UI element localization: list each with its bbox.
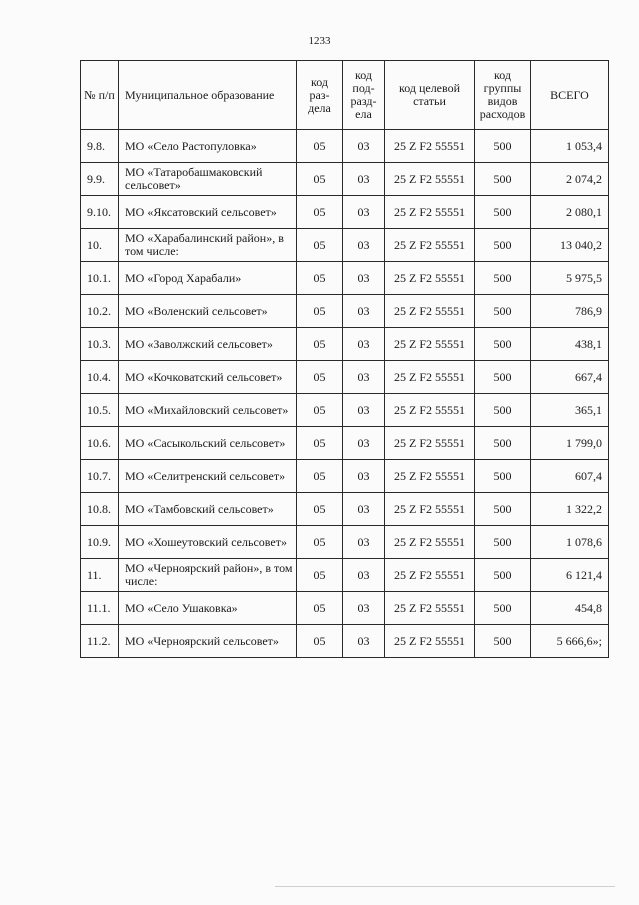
target-code: 25 Z F2 55551 xyxy=(385,130,475,163)
header-row xyxy=(81,61,609,130)
subsection-code: 03 xyxy=(343,493,385,526)
subsection-code: 03 xyxy=(343,526,385,559)
section-code: 05 xyxy=(297,262,343,295)
row-number: 9.9. xyxy=(81,163,119,196)
subsection-code: 03 xyxy=(343,460,385,493)
section-code: 05 xyxy=(297,526,343,559)
subsection-code: 03 xyxy=(343,394,385,427)
table-row xyxy=(81,493,609,526)
subsection-code: 03 xyxy=(343,592,385,625)
subsection-code: 03 xyxy=(343,196,385,229)
total-amount: 2 074,2 xyxy=(531,163,609,196)
row-number: 9.8. xyxy=(81,130,119,163)
total-amount: 438,1 xyxy=(531,328,609,361)
expense-group-code: 500 xyxy=(475,394,531,427)
subsection-code: 03 xyxy=(343,130,385,163)
section-code: 05 xyxy=(297,394,343,427)
total-amount: 1 078,6 xyxy=(531,526,609,559)
expense-group-code: 500 xyxy=(475,427,531,460)
expense-group-code: 500 xyxy=(475,295,531,328)
table-row xyxy=(81,130,609,163)
municipality-name: МО «Черноярский сельсовет» xyxy=(119,625,297,658)
subsection-code: 03 xyxy=(343,295,385,328)
row-number: 11. xyxy=(81,559,119,592)
expense-group-code: 500 xyxy=(475,592,531,625)
municipality-name: МО «Город Харабали» xyxy=(119,262,297,295)
total-amount: 786,9 xyxy=(531,295,609,328)
total-amount: 13 040,2 xyxy=(531,229,609,262)
row-number: 9.10. xyxy=(81,196,119,229)
table-row xyxy=(81,394,609,427)
row-number: 10.4. xyxy=(81,361,119,394)
section-code: 05 xyxy=(297,625,343,658)
municipality-name: МО «Село Ушаковка» xyxy=(119,592,297,625)
table-row xyxy=(81,196,609,229)
total-amount: 5 975,5 xyxy=(531,262,609,295)
total-amount: 667,4 xyxy=(531,361,609,394)
expense-group-code: 500 xyxy=(475,361,531,394)
row-number: 11.2. xyxy=(81,625,119,658)
table-row xyxy=(81,427,609,460)
target-code: 25 Z F2 55551 xyxy=(385,625,475,658)
section-code: 05 xyxy=(297,460,343,493)
expense-group-code: 500 xyxy=(475,130,531,163)
page-number: 1233 xyxy=(308,35,331,47)
target-code: 25 Z F2 55551 xyxy=(385,526,475,559)
municipality-name: МО «Селитренский сельсовет» xyxy=(119,460,297,493)
total-amount: 607,4 xyxy=(531,460,609,493)
subsection-code: 03 xyxy=(343,559,385,592)
header-municipality: Муниципальное образование xyxy=(119,61,297,130)
municipality-name: МО «Хошеутовский сельсовет» xyxy=(119,526,297,559)
total-amount: 2 080,1 xyxy=(531,196,609,229)
bottom-rule xyxy=(275,886,615,887)
table-row xyxy=(81,559,609,592)
expense-group-code: 500 xyxy=(475,625,531,658)
target-code: 25 Z F2 55551 xyxy=(385,592,475,625)
municipality-name: МО «Сасыкольский сельсовет» xyxy=(119,427,297,460)
target-code: 25 Z F2 55551 xyxy=(385,394,475,427)
table-row xyxy=(81,625,609,658)
target-code: 25 Z F2 55551 xyxy=(385,163,475,196)
expense-group-code: 500 xyxy=(475,196,531,229)
municipality-name: МО «Харабалинский район», в том числе: xyxy=(119,229,297,262)
total-amount: 1 053,4 xyxy=(531,130,609,163)
header-section-code: код раз-дела xyxy=(297,61,343,130)
municipality-name: МО «Яксатовский сельсовет» xyxy=(119,196,297,229)
municipality-name: МО «Село Растопуловка» xyxy=(119,130,297,163)
section-code: 05 xyxy=(297,328,343,361)
expense-group-code: 500 xyxy=(475,526,531,559)
municipality-name: МО «Тамбовский сельсовет» xyxy=(119,493,297,526)
row-number: 10.3. xyxy=(81,328,119,361)
total-amount: 5 666,6»; xyxy=(531,625,609,658)
table-row xyxy=(81,262,609,295)
row-number: 10.8. xyxy=(81,493,119,526)
section-code: 05 xyxy=(297,559,343,592)
table-row xyxy=(81,295,609,328)
municipality-name: МО «Кочковатский сельсовет» xyxy=(119,361,297,394)
section-code: 05 xyxy=(297,427,343,460)
total-amount: 454,8 xyxy=(531,592,609,625)
header-num: № п/п xyxy=(81,61,119,130)
row-number: 10.2. xyxy=(81,295,119,328)
subsection-code: 03 xyxy=(343,262,385,295)
expense-group-code: 500 xyxy=(475,493,531,526)
section-code: 05 xyxy=(297,196,343,229)
total-amount: 6 121,4 xyxy=(531,559,609,592)
budget-table xyxy=(80,60,609,658)
expense-group-code: 500 xyxy=(475,328,531,361)
section-code: 05 xyxy=(297,361,343,394)
table-row xyxy=(81,526,609,559)
subsection-code: 03 xyxy=(343,625,385,658)
total-amount: 1 322,2 xyxy=(531,493,609,526)
header-subsection-code: код под-разд-ела xyxy=(343,61,385,130)
target-code: 25 Z F2 55551 xyxy=(385,295,475,328)
subsection-code: 03 xyxy=(343,229,385,262)
row-number: 10.5. xyxy=(81,394,119,427)
subsection-code: 03 xyxy=(343,328,385,361)
municipality-name: МО «Воленский сельсовет» xyxy=(119,295,297,328)
municipality-name: МО «Заволжский сельсовет» xyxy=(119,328,297,361)
municipality-name: МО «Михайловский сельсовет» xyxy=(119,394,297,427)
table-body xyxy=(81,130,609,658)
target-code: 25 Z F2 55551 xyxy=(385,229,475,262)
expense-group-code: 500 xyxy=(475,559,531,592)
total-amount: 365,1 xyxy=(531,394,609,427)
row-number: 10. xyxy=(81,229,119,262)
section-code: 05 xyxy=(297,493,343,526)
target-code: 25 Z F2 55551 xyxy=(385,559,475,592)
header-expense-group-code: код группы видов расходов xyxy=(475,61,531,130)
row-number: 10.9. xyxy=(81,526,119,559)
table-row xyxy=(81,229,609,262)
subsection-code: 03 xyxy=(343,361,385,394)
section-code: 05 xyxy=(297,130,343,163)
header-target-code: код целевой статьи xyxy=(385,61,475,130)
section-code: 05 xyxy=(297,163,343,196)
municipality-name: МО «Татаробашмаковский сельсовет» xyxy=(119,163,297,196)
target-code: 25 Z F2 55551 xyxy=(385,262,475,295)
table-row xyxy=(81,592,609,625)
table-row xyxy=(81,328,609,361)
expense-group-code: 500 xyxy=(475,229,531,262)
expense-group-code: 500 xyxy=(475,262,531,295)
table-row xyxy=(81,163,609,196)
target-code: 25 Z F2 55551 xyxy=(385,328,475,361)
row-number: 10.6. xyxy=(81,427,119,460)
total-amount: 1 799,0 xyxy=(531,427,609,460)
subsection-code: 03 xyxy=(343,163,385,196)
municipality-name: МО «Черноярский район», в том числе: xyxy=(119,559,297,592)
target-code: 25 Z F2 55551 xyxy=(385,361,475,394)
table-row xyxy=(81,460,609,493)
target-code: 25 Z F2 55551 xyxy=(385,460,475,493)
subsection-code: 03 xyxy=(343,427,385,460)
section-code: 05 xyxy=(297,229,343,262)
target-code: 25 Z F2 55551 xyxy=(385,427,475,460)
section-code: 05 xyxy=(297,295,343,328)
header-total: ВСЕГО xyxy=(531,61,609,130)
expense-group-code: 500 xyxy=(475,460,531,493)
expense-group-code: 500 xyxy=(475,163,531,196)
target-code: 25 Z F2 55551 xyxy=(385,493,475,526)
section-code: 05 xyxy=(297,592,343,625)
row-number: 10.7. xyxy=(81,460,119,493)
table-row xyxy=(81,361,609,394)
row-number: 11.1. xyxy=(81,592,119,625)
target-code: 25 Z F2 55551 xyxy=(385,196,475,229)
row-number: 10.1. xyxy=(81,262,119,295)
